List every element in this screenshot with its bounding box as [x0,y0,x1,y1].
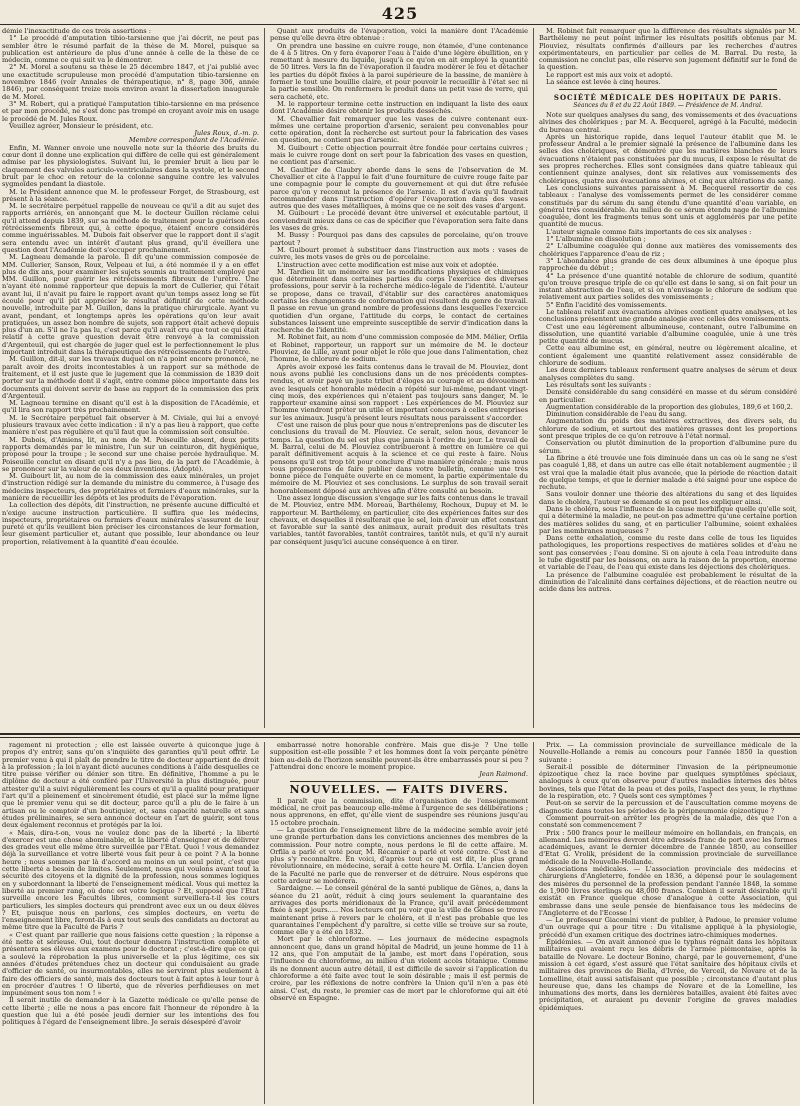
paragraph: Après un historique rapide, dans lequel l'auteur établit que M. le professeur Andral a le premier signalé la présence de l'albumine dans les selles des cholériques, et démontré que les matières blanches de leurs évacuations n'étaient pas constituées par du mucus, il expose le résultat de ses propres recherches. Elles sont consignées dans quatre tableaux qui contiennent quinze analyses, dont six relatives aux vomissements des cholériques, quatre aux évacuations alvines, et cinq aux altérations du sang. [539,132,797,185]
paragraph: démie l'inexactitude de ces trois assertions : [2,28,151,35]
paragraph: M. Robinet fait, au nom d'une commission composée de MM. Mélier, Orfila et Robinet, rapporteur, un rapport sur un mémoire de M. le docteur Plouviez, de Lille, ayant pour objet le rôle que joue dans l'alimentation, chez l'homme, le chlorure de sodium. [270,333,528,364]
paragraph: M. Robinet fait remarquer que la différence des résultats signalés par M. Barthélemy ne peut point infirmer les résultats positifs obtenus par M. Plouviez, résultats confirmés d'ailleurs par les recherches d'autres expérimentateurs, en particulier par celles de M. Barral. Du reste, la commission ne conclut pas, elle réserve son jugement définitif sur le fond de la question. [539,28,797,72]
paragraph: 2° L'albumine coagulée qui donne aux matières des vomissements des cholériques l'apparence d'eau de riz ; [539,242,797,258]
paragraph: Enfin, M. Wanner envoie une nouvelle note sur la théorie des bruits du cœur dont il donne une explication qui diffère de celle qui est généralement admise par les physiologistes. Suivant lui, le premier bruit a lieu par le claquement des valvules auriculo-ventriculaires dans la systole, et le second bruit par le choc en retour de la colonne sanguine contre les valvules sygmoïdes pendant la diastole. [2,143,259,189]
paragraph: Membre correspondant de l'Académie. [128,136,259,145]
paragraph: Augmentation du poids des matières extractives, des divers sels, du chlorure de sodium, et surtout des matières grasses dont les proportions sont presque triples de ce qu'on retrouve à l'état normal. [539,417,797,441]
paragraph: Quant aux produits de l'évaporation, voici la manière dont l'Académie pense qu'elle devra être obtenue : [270,28,528,43]
paragraph: M. le Secrétaire perpétuel fait observer à M. Civiale, qui lui a envoyé plusieurs travaux avec cette indication : il n'y a pas lieu à rapport, que cette manière n'est pas régulière et qu'il faut que la commission soit consultée. [2,413,259,437]
top-column-2 [270,28,528,728]
paragraph: Dans cette exhalation, comme du reste dans celle de tous les liquides pathologiques, les proportions respectives de matières solides et d'eau ne sont pas conservées ; l'eau domine. Si on ajoute à cela l'eau introduite dans le tube digestif par les boissons, on aura la raison de la proportion, énorme et variable de l'eau, de l'eau qui existe dans les déjections des cholériques. [539,534,797,572]
paragraph: SOCIÉTÉ MÉDICALE DES HOPITAUX DE PARIS. [553,93,783,103]
paragraph: Dans le choléra, sous l'influence de la cause morbifique quelle qu'elle soit, qui a déterminé la maladie, ne peut-on pas admettre qu'une certaine portion des matières solides du sang, et en particulier l'albumine, soient exhalées par les membranes muqueuses ? [539,505,797,535]
paragraph: Densité considérable du sang considéré en masse et du sérum considéré en particulier. [539,388,797,404]
paragraph: ragement ni protection ; elle est laissée ouverte à quiconque juge à propos d'y entrer, sans qu'on s'inquiète des garanties qu'il peut offrir. Le premier venu à qui il plaît de prendre le titre de docteur appartient de droit à la profession ; la loi n'ayant dicté aucunes conditions à l'aide desquelles ce titre puisse vérifier ou dénier son titre. En définitive, l'homme a pu le diplôme de docteur a été conféré par l'Université la plus distinguée, pour attester qu'il a suivi régulièrement les cours et qu'il a qualité pour pratiquer l'art qu'il a pleinement et sincèrement étudié, est placé sur la même ligne que le premier venu qui se dit docteur, parce qu'il a plu de le faire à un artisan ou le comptoir d'un boutiquier, et, sans capacité naturelle et sans études préliminaires, se sera annoncé docteur en l'art de guérir, sont tous deux également reconnus et protégés par la loi. [2,742,259,830]
page-number: 425 [381,4,419,23]
paragraph: Les résultats sont les suivants : [546,380,652,389]
paragraph: 4° La présence d'une quantité notable de chlorure de sodium, quantité qu'on trouve presque triple de ce qu'elle est dans le sang, si on fait pour un instant abstraction de l'eau, et si on n'envisage le chlorure de sodium que relativement aux parties solides des vomissements ; [539,271,797,302]
paragraph: M. Guibourt promet à substituer dans l'instruction aux mots : vases de cuivre, les mots vases de grès ou de porcelaine. [270,245,528,262]
paragraph: La présence de l'albumine coagulée est probablement le résultat de la diminution de l'alcalinité dans certaines déjections, et de réaction neutre ou acide dans les autres. [539,570,797,594]
paragraph: Les conclusions suivantes paraissent à M. Becquerel ressortir de ces tableaux : l'analyse des vomissements permet de les considérer comme constitués par du sérum du sang étendu d'une quantité d'eau variable, en général très considérable. Au milieu de ce sérum étendu nage de l'albumine coagulée, dont les fragments tenus sont unis et agglomérés par une petite quantité de mucus. [539,183,797,229]
paragraph: M. le secrétaire perpétuel rappelle de nouveau ce qu'il a dit au sujet des rapports arriérés, en annonçant que M. le docteur Guillon réclame celui qu'il attend depuis 1839, sur sa méthode de traitement pour la guérison des rétrécissements fibreux qui, à cette époque, étaient encore considérés comme inguérissables. M. Dubois fait observer que le rapport dont il s'agit sera entendu avec un intérêt d'autant plus grand, qu'il éveillera une question dont l'Académie doit s'occuper prochainement. [2,202,259,254]
section-divider [0,737,800,738]
paragraph: M. Guibourt lit, au nom de la commission des eaux minérales, un projet d'instruction rédigé sur la demande du ministre du commerce, à l'usage des médecins inspecteurs, des propriétaires et fermiers d'eaux minérales, sur la manière de recueillir les dépôts et les produits de l'évaporation. [2,472,259,502]
paragraph: Serait-il possible de déterminer l'invasion de la péripneumonie épizootique chez la race bovine par quelques symptômes spéciaux, analogues à ceux qu'on observe pour d'autres maladies internes des bêtes bovines, tels que l'état de la peau et des poils, l'aspect des yeux, le rhythme de la respiration, etc. ? Quels sont ces symptômes ? [539,762,797,801]
paragraph: C'est une eau légèrement albumineuse, contenant, outre l'albumine en dissolution, une quantité variable d'albumine coagulée, unie à une très petite quantité de mucus. [539,322,797,346]
paragraph: Sardaigne. — Le conseil général de la santé publique de Gênes, a, dans la séance du 21 août, réduit à cinq jours seulement la quarantaine des arrivages des ports méridionaux de la France, qu'il avait précédemment fixée à sept jours..... Nos lecteurs ont pu voir que la ville de Gênes se trouve maintenant prise à revers par le choléra, et il n'est pas probable que les quarantaines l'empêchent d'y paraître, si cette ville se trouve sur sa route, comme elle y a été en 1832. [270,884,528,937]
paragraph: Il serait inutile de demander à la Gazette médicale ce qu'elle pense de cette liberté ; elle ne nous a pas encore fait l'honneur de répondre à la question que lui a été posée jeudi dernier sur les intentions des fou politiques à l'égard de l'enseignement libre. Je serais désespéré d'avoir [2,996,259,1027]
paragraph: 5° Enfin l'acidité des vomissements. [546,300,667,309]
paragraph: M. Bussy : Pourquoi pas dans des capsules de porcelaine, qu'on trouve partout ? [270,231,528,247]
paragraph: M. le rapporteur termine cette instruction en indiquant la liste des eaux dont l'Académie désire obtenir les produits desséchés. [270,99,528,116]
paragraph: Cette eau albumine est, en général, neutre ou légèrement alcaline, et contient également une quantité relativement assez considérable de chlorure de sodium. [539,344,797,368]
column-divider [264,28,265,728]
top-column-1 [2,28,259,728]
column-divider [264,742,265,1104]
paragraph: Comment pourrait-on arrêter les progrès de la maladie, dès que l'on a constaté son commencement ? [539,813,797,830]
paragraph: M. Guibourt : Le procédé devant être universel et exécutable partout, il conviendrait mieux dans ce cas de spécifier que l'évaporation sera faite dans les vases de grès. [270,209,528,233]
paragraph: La séance est levée à cinq heures. [546,78,661,87]
paragraph: Séances du 8 et du 22 Août 1849. — Présidence de M. Andral. [573,101,763,109]
paragraph: C'est une raison de plus pour que nous n'entreprenions pas de discuter les conclusions du travail de M. Plouviez. Ce serait, selon nous, devancer le temps. La question du sel est plus que jamais à l'ordre du jour. Le travail de M. Barral, celui de M. Plouviez contribueront à mettre en lumière ce qui paraît définitivement acquis à la science et ce qui reste à faire. Nous pensons qu'il est trop tôt pour conclure d'une manière générale ; mais nous vous proposerons de faire publier dans votre bulletin, comme une très bonne pièce de l'enquête ouverte en ce moment, la partie expérimentale du mémoire de M. Plouviez et ses conclusions. Le surplus de son travail serait honorablement déposé aux archives afin d'être consulté au besoin. [270,421,528,495]
paragraph: Le rapport est mis aux voix et adopté. [546,70,673,79]
paragraph: Diminution considérable de l'eau du sang. [546,410,688,419]
paragraph: Il paraît que la commission, dite d'organisation de l'enseignement médical, ne croit pas beaucoup elle-même à l'urgence de ses délibérations ; nous apprenons, en effet, qu'elle vient de suspendre ses réunions jusqu'au 15 octobre prochain. [270,796,528,827]
paragraph: — La question de l'enseignement libre de la médecine semble avoir jeté une grande perturbation dans les convictions anciennes des membres de la commission. Pour notre compte, nous perdons le fil de cette affaire. M. Orfila a parlé et voté pour, M. Récamier a parlé et voté contre. C'est à ne plus s'y reconnaître. En voici, d'après tout ce qui est dit, le plus grand révolutionnaire, en médecine, serait à cette heure M. Orfila. L'ancien doyen de la Faculté ne parle que de renverser et de détruire. Nous espérons que cette ardeur se modérera. [270,825,528,886]
separator-rule [559,89,777,90]
paragraph: L'instruction avec cette modification est mise aux voix et adoptée. [277,260,499,269]
paragraph: M. Lagneau demande la parole. Il dit qu'une commission composée de MM. Cullerier, Sanson, Roux, Velpeau et lui, a été nommée il y a en effet plus de dix ans, pour examiner les sujets soumis au traitement employé par MM. Guillon, pour guérir les rétrécissements fibreux de l'urètre. Une n'ayant été nommé rapporteur que depuis la mort de Cullerier, qui l'était avant lui, il n'avait pu faire le rapport avant qu'un temps assez long se fût écoulé pour qu'il pût apprécier le résultat définitif de cette méthode nouvelle, introduite par M. Guillon, dans la pratique chirurgicale. Ayant vu avant, pendant, et longtemps après les opérations qu'on leur avait pratiquées, un assez bon nombre de sujets, son rapport était achevé depuis plus d'un an. S'il ne l'a pas lu, c'est parce qu'il avait cru que tout ce qui était relatif à cette grave question devait être renvoyé à la commission d'Argenteuil, qui est chargée de juger quel est le perfectionnement le plus important introduit dans la thérapeutique des rétrécissements de l'urètre. [2,253,259,357]
column-divider [533,742,534,1104]
bottom-column-1 [2,742,259,1104]
paragraph: — Le professeur Giacomini vient de publier, à Padoue, le premier volume d'un ouvrage qui a pour titre : Du vitalisme appliqué à la physiologie, précédé d'un examen critique des doctrines iatro-chimiques modernes. [539,916,797,939]
paragraph: Jules Roux, d.-m. p. [194,129,259,138]
paragraph: 2° M. Morel a soutenu sa thèse le 25 décembre 1847, et j'ai publié avec une exactitude scrupuleuse mon procédé d'amputation tibio-tarsienne en novembre 1846 (voir Annales de thérapeutique, n° 8, page 306, année 1846), par conséquent treize mois environ avant la dissertation inaugurale de M. Morel. [2,63,259,101]
paragraph: Augmentation considérable de la proportion des globules, 189,6 et 160,2. [546,402,793,411]
paragraph: M. Gaultier de Claubry aborde dans le sens de l'observation de M. Chevallier et cite à l'appui le fait d'une fourniture de cuivre rouge faite par une compagnie pour le compte du gouvernement et qui dut être refusée parce qu'on y reconnut la présence de l'arsenic. Il est d'avis qu'il faudrait recommander dans l'instruction d'opérer l'évaporation dans des vases autres que des vases métalliques, à moins que ce ne soit des vases d'argent. [270,165,528,211]
paragraph: Jean Raimond. [479,770,528,779]
paragraph: Les deux derniers tableaux renferment quatre analyses de sérum et deux analyses complètes du sang. [539,366,797,382]
paragraph: M. Lagneau termine en disant qu'il est à la disposition de l'Académie, et qu'il lira son rapport très prochainement. [2,399,259,415]
bottom-column-3 [539,742,797,1104]
paragraph: M. Chevallier fait remarquer que les vases de cuivre contenant eux-mêmes une certaine proportion d'arsenic, seraient peu convenables pour cette opération, dont la recherche est surtout pour la fabrication des vases en question, ne contient pas d'arsenic. [270,114,528,145]
separator-rule [290,781,508,782]
paragraph: 3° L'abondance plus grande de ces deux albumines à une époque plus rapprochée du début ; [539,256,797,273]
paragraph: On prendra une bassine en cuivre rouge, non étamée, d'une contenance de 4 à 5 litres. On y fera évaporer l'eau à l'aide d'une légère ébullition, en y remettant à mesure du liquide, jusqu'à ce qu'on en ait employé la quantité de 50 litres. Vers la fin de l'évaporation il faudra modérer le feu et détacher les parties du dépôt fixées à la paroi supérieure de la bassine, de manière à former le tout une bouillie claire, et pour pouvoir le recueillir à l'état sec ni la partie sensible. On renfermera le produit dans un petit vase de verre, qui sera cacheté, etc. [270,41,528,101]
header-rule [0,24,800,25]
paragraph: NOUVELLES. — FAITS DIVERS. [289,783,509,797]
paragraph: La fibrine a été trouvée une fois diminuée dans un cas où le sang ne s'est pas coagulé 1,88, et dans un autre cas elle était notablement augmentée ; il est vrai que la maladie était plus avancée, que la période de réaction datait de quelque temps, et que le dernier malade a été saigné pour une espèce de rechute. [539,453,797,492]
paragraph: Le tableau relatif aux évacuations alvines contient quatre analyses, et les conclusions présentent une grande analogie avec celles des vomissements. [539,307,797,324]
paragraph: 3° M. Robert, qui a pratiqué l'amputation tibio-tarsienne en ma présence et par mon procédé, ne s'est donc pas trompé en croyant avoir mis en usage le procédé de M. Jules Roux. [2,99,259,123]
paragraph: M. Tardieu lit un mémoire sur les modifications physiques et chimiques que déterminent dans certaines parties du corps l'exercice des diverses professions, pour servir à la recherche médico-légale de l'identité. L'auteur se propose, dans ce travail, d'établir sur des caractères anatomiques certains les changements de conformation qui résultent du genre de travail. Il passe en revue un grand nombre de professions dans lesquelles l'exercice quotidien d'un organe, l'attitude du corps, le contact de certaines substances laissent une empreinte susceptible de servir d'indication dans la recherche de l'identité. [270,267,528,335]
top-column-3 [539,28,797,728]
paragraph: « Mais, dira-t-on, vous ne voulez donc pas de la liberté ; la liberté d'exercer est une chose abominable, et la liberté d'enseigner et de délivrer des grades veut elle même être surveillée par l'Etat. Quoi ! vous demandez déjà la surveillance et votre liberté vous fait peur à ce point ? A la bonne heure ; nous sommes par là d'accord au moins en un seul point, c'est que cette liberté a besoin de limites. Seulement, nous qui voulons avant tout la sécurité des citoyens et la dignité de la profession, nous sommes logiques en y subordonnant la liberté de l'enseignement médical. Vous qui mettez la liberté au premier rang, où donc est votre logique ? Et, supposé que l'Etat surveille encore les Facultés libres, comment surveillera-t-il les cours particuliers, les simples docteurs qui prendront avec eux un ou deux élèves ? Et, puisque nous en parlons, ces simples docteurs, en vertu de l'enseignement libre, feront-ils à eux tout seuls des candidats au doctorat au même titre que la Faculté de Paris ? [2,828,259,932]
paragraph: Peut-on se servir de la percussion et de l'auscultation comme moyens de diagnostic dans toutes les périodes de la péripneumonie épizootique ? [539,799,797,815]
paragraph: M. Dubois, d'Amiens, lit, au nom de M. Poiseuille absent, deux petits rapports demandés par le ministre, l'un sur un ceinturon, dit hygiénique, proposé pour la troupe ; le second sur une chaise percée hydraulique. M. Poiseuille conclut en disant qu'il n'y a pas lieu, de la part de l'Académie, à se prononcer sur la valeur de ces deux inventions. (Adopté). [2,435,259,473]
paragraph: Prix : 500 francs pour le meilleur mémoire en hollandais, en français, en allemand. Les mémoires devront être adressés franc de port avec les formes académiques, avant le dernier décembre de l'année 1850, au conseiller d'Etat G. Vrolik, président de la commission provinciale de surveillance médicale de la Nouvelle-Hollande. [539,828,797,866]
paragraph: L'auteur signale comme faits importants de ces six analyses : [546,227,752,236]
paragraph: Une assez longue discussion s'engage sur les faits contenus dans le travail de M. Plouviez, entre MM. Moreau, Barthélemy, Rochoux, Dupuy et M. le rapporteur. M. Barthélemy, en particulier, cite des expériences faites sur des chevaux, et desquelles il résulterait que le sel, loin d'avoir un effet constant et favorable sur la santé des animaux, aurait produit des résultats très variables, tantôt favorables, tantôt contraires, tantôt nuls, et qu'il n'y aurait par conséquent jusqu'ici aucune conséquence à en tirer. [270,494,528,546]
paragraph: Note sur quelques analyses du sang, des vomissements et des évacuations alvines des cholériques ; par M. A. Becquerel, agrégé à la Faculté, médecin du bureau central. [539,110,797,134]
paragraph: Sans vouloir donner une théorie des altérations du sang et des liquides dans le choléra, l'auteur se demande si on peut les expliquer ainsi. [539,490,797,506]
paragraph: 1° Le procédé d'amputation tibio-tarsienne que j'ai décrit, ne peut pas sembler être le résumé parfait de la thèse de M. Morel, puisque sa publication est antérieure de plus d'une année à celle de la thèse de ce médecin, comme ce qui suit va le démontrer. [2,34,259,65]
paragraph: 1° L'albumine en dissolution ; [546,235,646,244]
paragraph: M. le Président annonce que M. le professeur Forget, de Strasbourg, est présent à la séance. [2,187,259,203]
paragraph: Associations médicales. — L'association provinciale des médecins et chirurgiens d'Angleterre, fondée en 1836, a dépensé pour le soulagement des misères du personnel de la profession pendant l'année 1848, la somme de 1,900 livres sterlings ou 48,000 francs. Combien il serait désirable qu'il existât en France quelque chose d'analogue à cette Association, qui embrasse dans une seule pensée de bienfaisance tous les médecins de l'Angleterre et de l'Ecosse ! [539,865,797,917]
paragraph: Veuillez agréer, Monsieur le président, etc. [9,121,154,130]
paragraph: La collection des dépôts, dit l'instruction, ne présente aucune difficulté et n'exige aucune instruction particulière. Il suffira que les médecins, inspecteurs, propriétaires ou fermiers d'eaux minérales s'assurent de leur pureté et qu'ils veuillent bien préciser les circonstances de leur formation, leur gisement particulier et, autant que possible, leur abondance ou leur proportion, relativement à la quantité d'eau écoulée. [2,501,259,546]
bottom-column-2 [270,742,528,1104]
section-divider [0,733,800,735]
paragraph: embarrassé notre honorable confrère. Mais que dis-je ? Une telle supposition est-elle possible ? et les hommes dont la voix perçante pénètre bien au-delà de l'horizon sensible peuvent-ils être embarrassés pour si peu ? J'attendrai donc encore le moment propice. [270,742,528,771]
paragraph: Prix. — La commission provinciale de surveillance médicale de la Nouvelle-Hollande a remis au concours pour l'année 1850 la question suivante : [539,742,797,764]
paragraph: M. Guibourt : Cette objection pourrait être fondée pour certains cuivres ; mais le cuivre rouge dont on sert pour la fabrication des vases en question, ne contient pas d'arsenic. [270,143,528,167]
paragraph: « C'est quant par raillerie que nous faisions cette question ; la réponse a été nette et sérieuse. Oui, tout docteur donnera l'instruction complète et présentera ses élèves aux examens pour le doctorat ; c'est-à-dire que ce qui a soulevé la réprobation la plus universelle et la plus légitime, ces six années d'études prétendues chez un docteur qui conduisaient au grade d'officier de santé, ou insurmontables, elles ne serviront plus seulement à faire des officiers de santé, mais des docteurs tout à fait aptes à leur tour à en procréer d'autres ! O liberté, que de rêveries perfidieuses on met impunément sous ton nom ! » [2,930,259,998]
paragraph: Conservation ou plutôt diminution de la proportion d'albumine pure du sérum. [539,439,797,455]
paragraph: M. Guillon, dit-il, sur les travaux duquel on n'a point encore prononcé, ne paraît avoir des droits incontestables à un rapport sur sa méthode de traitement, et il est juste que le jugement que la commission de 1839 doit porter sur la méthode dont il s'agit, entre comme pièce importante dans les documents qui doivent servir de base au rapport de la commission des prix d'Argenteuil. [2,355,259,400]
paragraph: Épidémies. — On avait annoncé que le typhus régnait dans les hôpitaux militaires qui avaient reçu les débris de l'armée piémontaise, après la bataille de Novare. Le docteur Bonino, chargé, par le gouvernement, d'une mission à cet égard, s'est assuré que l'état sanitaire des hôpitaux civils et militaires des provinces de Biella, d'Ivrée, de Verceil, de Novare et de la Lomelline, était aussi satisfaisant que possible ; circonstance d'autant plus heureuse que, dans les champs de Novare et de la Lomelline, les inhumations des morts, dans les dernières batailles, avaient été faites avec précipitation, et auraient pu devenir l'origine de graves maladies épidémiques. [539,938,797,1012]
paragraph: Mort par le chloroforme. — Les journaux de médecine espagnols annoncent que, dans un grand hôpital de Madrid, un jeune homme de 11 à 12 ans, que l'on amputait de la jambe, est mort dans l'opération, sous l'influence du chloroforme, au milieu d'un violent accès tétanique. Comme ils ne donnent aucun autre détail, il est difficile de savoir si l'application du chloroforme a été faite avec tout le soin désirable ; mais il est permis de croire, par les réflexions de notre confrère la Union qu'il n'en a pas été ainsi. C'est, du reste, le premier cas de mort par le chloroforme qui ait été observé en Espagne. [270,935,528,1002]
column-divider [533,28,534,728]
paragraph: Après avoir exposé les faits contenus dans le travail de M. Plouviez, dont nous avons publié les conclusions dans un de nos précédents comptes-rendus, et avoir payé un juste tribut d'éloges au courage et au dévouement avec lesquels cet honorable médecin a répété sur lui-même, pendant vingt-cinq mois, des expériences qui n'étaient pas toujours sans danger, M. le rapporteur examine ainsi son rapport : Les expériences de M. Plouviez sur l'homme viendront prêter un utile et important concours à celles entreprises sur les animaux. Jusqu'à présent leurs résultats nous paraissent s'accorder. [270,362,528,422]
